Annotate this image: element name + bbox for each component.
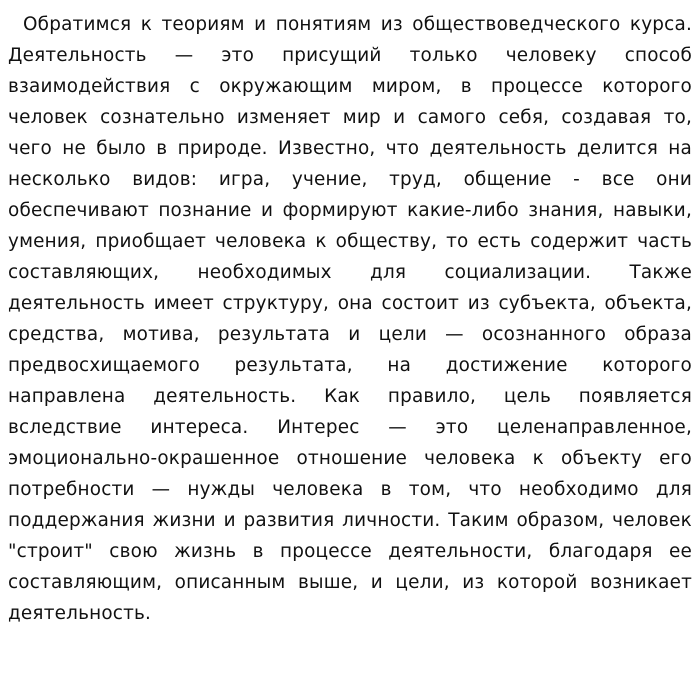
essay-paragraph: Обратимся к теориям и понятиям из обществоведческого курса. Деятельность — это присущий только человеку способ взаимодействия с окружающим миром, в процессе которого человек сознательно изменяет мир и самого себя, создавая то, чего не было в природе. Известно, что деятельность делится на несколько видов: игра, учение, труд, общение - все они обеспечивают познание и формируют какие-либо знания, навыки, умения, приобщает человека к обществу, то есть содержит часть составляющих, необходимых для социализации. Также деятельность имеет структуру, она состоит из субъекта, объекта, средства, мотива, результата и цели — осознанного образа предвосхищаемого результата, на достижение которого направлена деятельность. Как правило, цель появляется вследствие интереса. Интерес — это целенаправленное, эмоционально-окрашенное отношение человека к объекту его потребности — нужды человека в том, что необходимо для поддержания жизни и развития личности. Таким образом, человек "строит" свою жизнь в процессе деятельности, благодаря ее составляющим, описанным выше, и цели, из которой возникает деятельность. bbox=[8, 14, 692, 624]
